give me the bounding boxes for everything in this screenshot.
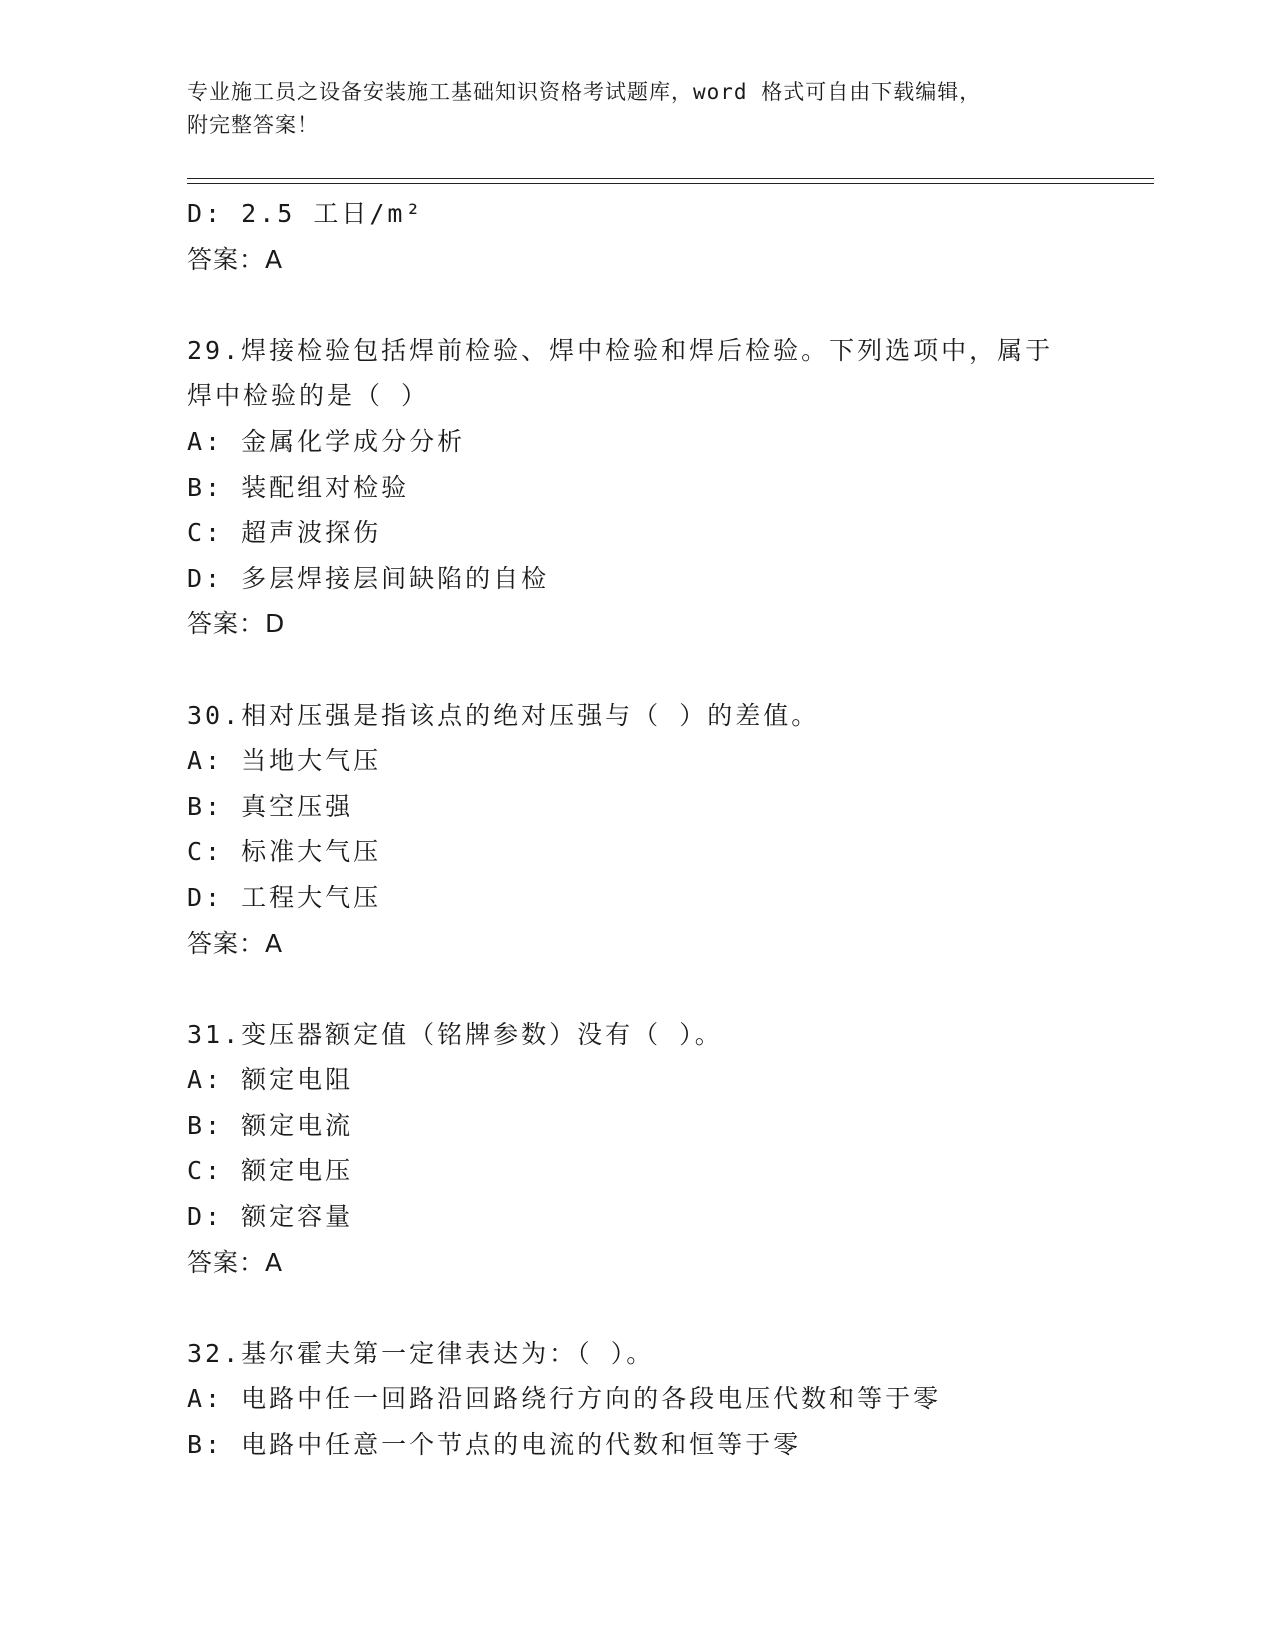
option-a: A: 电路中任一回路沿回路绕行方向的各段电压代数和等于零 [187, 1384, 942, 1414]
option-a: A: 金属化学成分分析 [187, 426, 466, 456]
spacer [187, 966, 1087, 1012]
question-text: 32.基尔霍夫第一定律表达为：（ ）。 [187, 1338, 655, 1368]
question-text: 29.焊接检验包括焊前检验、焊中检验和焊后检验。下列选项中，属于 [187, 335, 1054, 365]
spacer [187, 282, 1087, 328]
question-text-continued: 焊中检验的是（ ） [187, 381, 430, 411]
prev-option-d: D: 2.5 工日/m² [187, 199, 424, 228]
question-29 [187, 328, 1087, 647]
question-32 [187, 1331, 1087, 1468]
option-b: B: 真空压强 [187, 791, 354, 821]
prev-answer: 答案：A [187, 244, 284, 274]
header-line-2: 附完整答案！ [187, 113, 319, 137]
header-line-1: 专业施工员之设备安装施工基础知识资格考试题库，word 格式可自由下载编辑， [187, 80, 982, 104]
option-d: D: 额定容量 [187, 1202, 354, 1232]
answer: 答案：A [187, 928, 284, 958]
answer: 答案：D [187, 609, 286, 639]
option-b: B: 装配组对检验 [187, 472, 410, 502]
question-text: 31.变压器额定值（铭牌参数）没有（ ）。 [187, 1019, 723, 1049]
option-b: B: 额定电流 [187, 1110, 354, 1140]
option-d: D: 工程大气压 [187, 882, 382, 912]
question-text: 30.相对压强是指该点的绝对压强与（ ）的差值。 [187, 700, 820, 730]
header-divider-top [187, 178, 1154, 179]
option-c: C: 标准大气压 [187, 837, 382, 867]
option-c: C: 额定电压 [187, 1156, 354, 1186]
question-content [187, 191, 1087, 1468]
option-c: C: 超声波探伤 [187, 518, 382, 548]
spacer [187, 1285, 1087, 1331]
document-header [187, 76, 1087, 142]
spacer [187, 647, 1087, 693]
option-d: D: 多层焊接层间缺陷的自检 [187, 563, 550, 593]
option-b: B: 电路中任意一个节点的电流的代数和恒等于零 [187, 1430, 802, 1460]
option-a: A: 额定电阻 [187, 1065, 354, 1095]
question-31 [187, 1012, 1087, 1286]
option-a: A: 当地大气压 [187, 746, 382, 776]
question-30 [187, 693, 1087, 967]
answer: 答案：A [187, 1247, 284, 1277]
header-divider-bottom [187, 183, 1154, 184]
